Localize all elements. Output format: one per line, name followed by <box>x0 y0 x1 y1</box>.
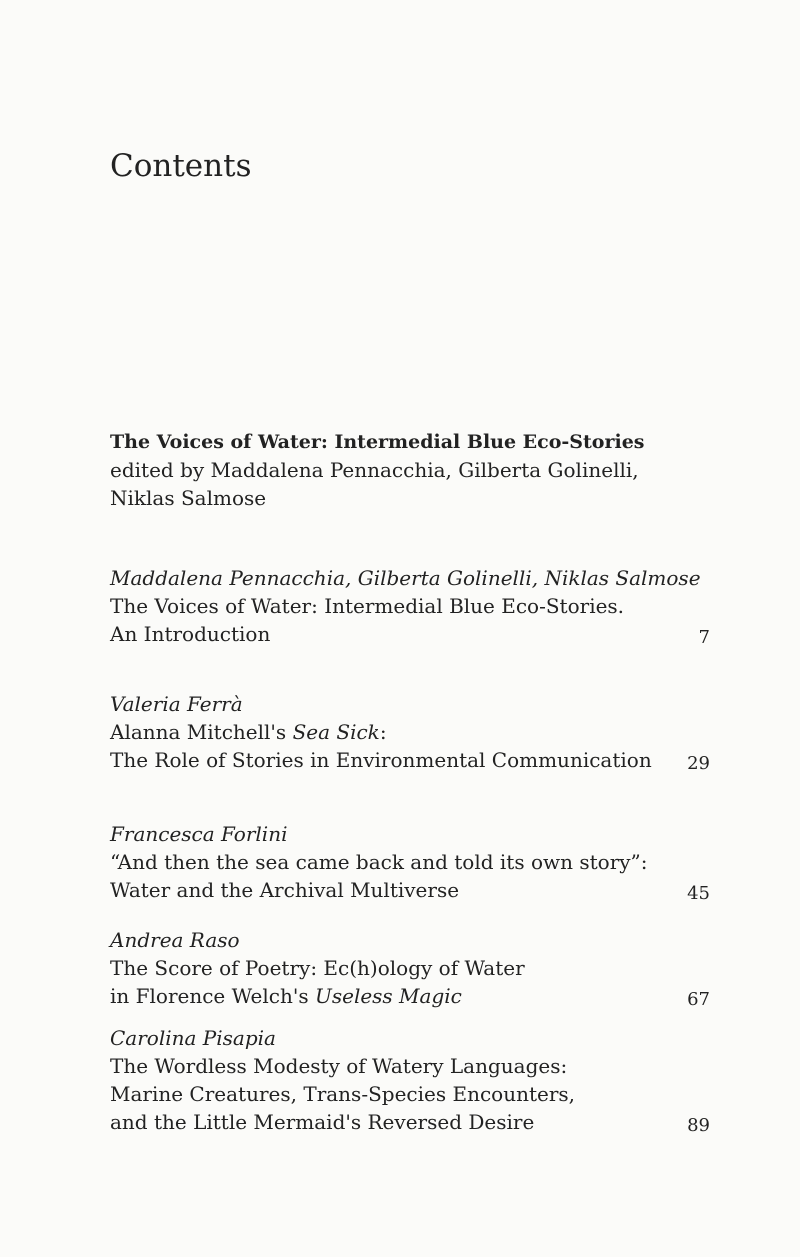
entry-title-line: and the Little Mermaid's Reversed Desire <box>110 1110 535 1134</box>
toc-entry[interactable] <box>110 564 710 648</box>
entry-title-line: Marine Creatures, Trans-Species Encounters, <box>110 1082 576 1106</box>
entry-title-text: in Florence Welch's <box>110 984 315 1008</box>
entry-title-line: An Introduction <box>110 622 271 646</box>
entry-title-line: “And then the sea came back and told its own story”: <box>110 850 648 874</box>
entry-author: Andrea Raso <box>110 928 240 952</box>
issue-editors-line: edited by Maddalena Pennacchia, Gilberta Golinelli, <box>110 458 639 482</box>
toc-entry[interactable] <box>110 926 710 1010</box>
toc-entry[interactable] <box>110 820 710 904</box>
entry-page-number: 29 <box>687 753 710 774</box>
toc-entry[interactable] <box>110 690 710 774</box>
entry-title-line <box>110 982 710 1010</box>
entry-title-text: Alanna Mitchell's <box>110 720 293 744</box>
entry-author: Carolina Pisapia <box>110 1026 276 1050</box>
entry-title-line: The Score of Poetry: Ec(h)ology of Water <box>110 956 525 980</box>
entry-page-number: 7 <box>698 627 710 648</box>
entry-title-italic: Sea Sick <box>292 720 380 744</box>
entry-title-italic: Useless Magic <box>314 984 462 1008</box>
entry-title-line: The Role of Stories in Environmental Communication <box>110 748 652 772</box>
issue-header <box>110 428 710 512</box>
entry-title-line <box>110 718 710 746</box>
entry-title-line: The Wordless Modesty of Watery Languages: <box>110 1054 568 1078</box>
entry-title-line: Water and the Archival Multiverse <box>110 878 460 902</box>
page-title: Contents <box>110 148 252 184</box>
entry-page-number: 89 <box>687 1115 710 1136</box>
entry-author: Maddalena Pennacchia, Gilberta Golinelli, Niklas Salmose <box>110 566 701 590</box>
issue-editors-line: Niklas Salmose <box>110 486 267 510</box>
issue-title: The Voices of Water: Intermedial Blue Eco-Stories <box>110 431 645 453</box>
entry-page-number: 45 <box>687 883 710 904</box>
entry-title-line: The Voices of Water: Intermedial Blue Eco-Stories. <box>110 594 625 618</box>
entry-title-text: : <box>379 720 387 744</box>
entry-author: Valeria Ferrà <box>110 692 243 716</box>
entry-author: Francesca Forlini <box>110 822 288 846</box>
entry-page-number: 67 <box>687 989 710 1010</box>
toc-entry[interactable] <box>110 1024 710 1136</box>
